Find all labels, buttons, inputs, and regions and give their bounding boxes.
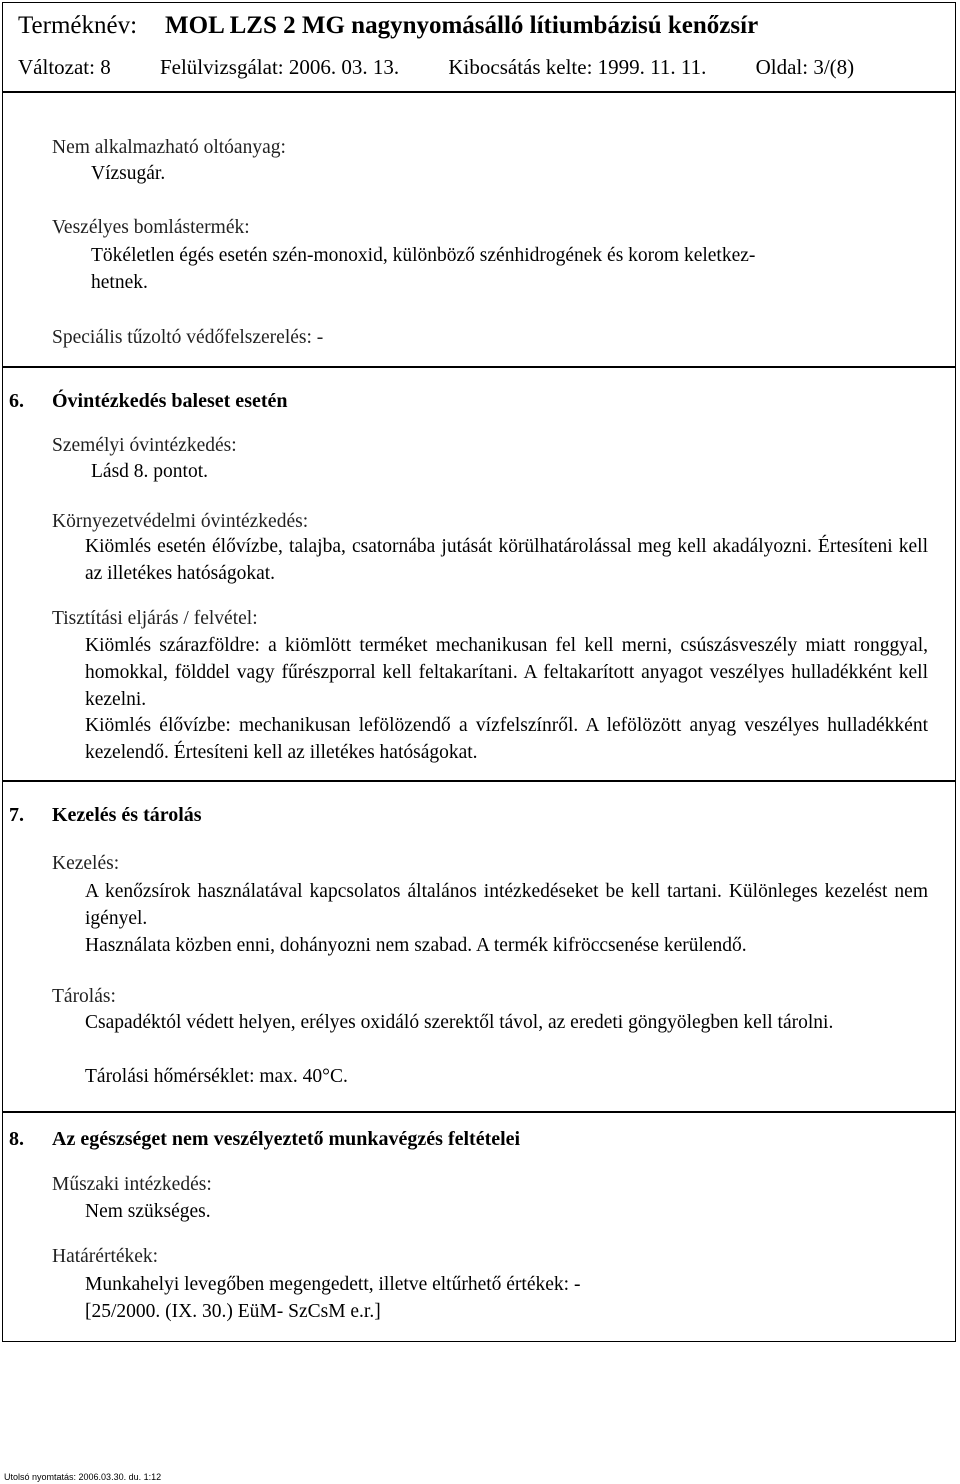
storage-text: Csapadéktól védett helyen, erélyes oxidáló szerektől távol, az eredeti göngyölegben kell tárolni. bbox=[85, 1012, 834, 1033]
section-7-heading: Kezelés és tárolás bbox=[52, 804, 202, 826]
storage-temperature: Tárolási hőmérséklet: max. 40°C. bbox=[85, 1066, 348, 1087]
product-label: Terméknév: bbox=[18, 12, 138, 39]
decomposition-text-line2: hetnek. bbox=[91, 272, 148, 293]
unsuitable-extinguisher-label: Nem alkalmazható oltóanyag: bbox=[52, 137, 286, 158]
handling-text: A kenőzsírok használatával kapcsolatos általános intézkedéseket be kell tartani. Különleges kezelést nem igényel. bbox=[85, 881, 928, 929]
storage-label: Tárolás: bbox=[52, 986, 116, 1007]
limit-values-label: Határértékek: bbox=[52, 1246, 159, 1267]
handling-text-2: Használata közben enni, dohányozni nem szabad. A termék kifröccsenése kerülendő. bbox=[85, 935, 747, 956]
decomposition-label: Veszélyes bomlástermék: bbox=[52, 217, 250, 238]
last-printed-footer: Utolsó nyomtatás: 2006.03.30. du. 1:12 bbox=[4, 1472, 162, 1482]
product-title-line bbox=[18, 12, 758, 40]
personal-precautions-value: Lásd 8. pontot. bbox=[91, 461, 208, 482]
technical-measures-label: Műszaki intézkedés: bbox=[52, 1174, 212, 1195]
section-6-number: 6. bbox=[9, 390, 24, 412]
decomposition-text-line1: Tökéletlen égés esetén szén-monoxid, különböző szénhidrogének és korom keletkez- bbox=[91, 245, 756, 266]
personal-precautions-label: Személyi óvintézkedés: bbox=[52, 435, 237, 456]
limit-values-line1: Munkahelyi levegőben megengedett, illetve eltűrhető értékek: - bbox=[85, 1274, 581, 1295]
section-8-heading: Az egészséget nem veszélyeztető munkavégzés feltételei bbox=[52, 1128, 521, 1150]
handling-label: Kezelés: bbox=[52, 853, 120, 874]
environmental-precautions-text: Kiömlés esetén élővízbe, talajba, csatornába jutását körülhatárolással meg kell akadályozni. Értesíteni kell az illetékes hatóságokat. bbox=[85, 536, 928, 584]
unsuitable-extinguisher-value: Vízsugár. bbox=[91, 163, 166, 184]
environmental-precautions-label: Környezetvédelmi óvintézkedés: bbox=[52, 511, 309, 532]
version: Változat: 8 bbox=[18, 55, 111, 79]
product-name: MOL LZS 2 MG nagynyomásálló lítiumbázisú kenőzsír bbox=[165, 12, 759, 39]
limit-values-line2: [25/2000. (IX. 30.) EüM- SzCsM e.r.] bbox=[85, 1301, 381, 1322]
issue-date: Kibocsátás kelte: 1999. 11. 11. bbox=[448, 55, 707, 79]
cleanup-text-land: Kiömlés szárazföldre: a kiömlött terméket mechanikusan fel kell merni, csúszásveszély miatt ronggyal, homokkal, földdel vagy fűrészporral kell feltakarítani. A feltakarított anyagot veszélyes hulladékként kell kezelni. bbox=[85, 635, 928, 710]
cleanup-label: Tisztítási eljárás / felvétel: bbox=[52, 608, 258, 629]
technical-measures-value: Nem szükséges. bbox=[85, 1201, 211, 1222]
document-meta-line bbox=[18, 55, 854, 80]
cleanup-text-water: Kiömlés élővízbe: mechanikusan lefölözendő a vízfelszínről. A lefölözött anyag veszélyes hulladékként kezelendő. Értesíteni kell az illetékes hatóságokat. bbox=[85, 715, 928, 763]
revision-date: Felülvizsgálat: 2006. 03. 13. bbox=[159, 55, 400, 79]
firefighter-ppe: Speciális tűzoltó védőfelszerelés: - bbox=[52, 327, 324, 348]
section-6-heading: Óvintézkedés baleset esetén bbox=[52, 390, 288, 412]
section-7-number: 7. bbox=[9, 804, 24, 826]
section-8-number: 8. bbox=[9, 1128, 24, 1150]
page-number: Oldal: 3/(8) bbox=[755, 55, 855, 79]
